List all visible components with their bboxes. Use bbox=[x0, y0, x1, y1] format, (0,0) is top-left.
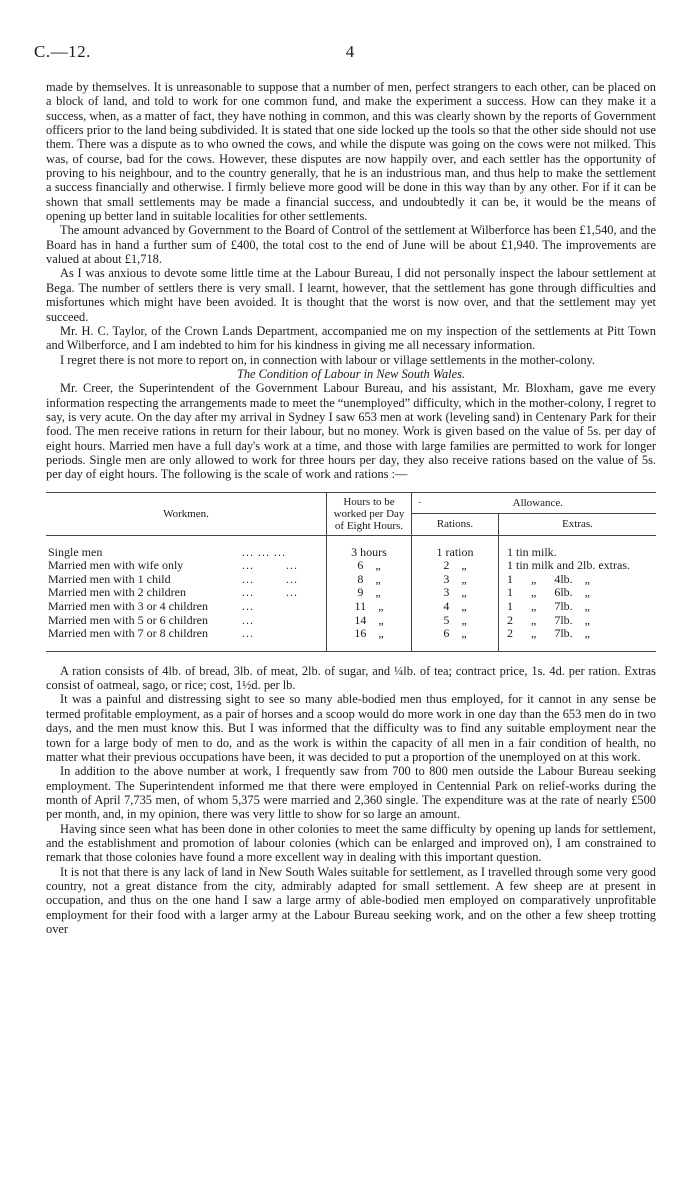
col-header-allowance bbox=[412, 492, 657, 514]
cell-workmen: Single men bbox=[48, 544, 103, 559]
paragraph: It is not that there is any lack of land in New South Wales suitable for settlement, as I travelled through some very good country, not a great distance from the city, admirably adapted for small settlement. A few sheep are at present in occupation, and thus on the one hand I saw a large army of able-bodied men employed on comparatively unprofitable employment for their food with a larger army at the Labour Bureau seeking work, and on the other a few sheep trotting over bbox=[46, 864, 656, 936]
section-heading: The Condition of Labour in New South Wales. bbox=[236, 366, 466, 381]
cell-leader-dots: ... bbox=[242, 612, 254, 627]
table-row bbox=[46, 627, 656, 641]
table-row bbox=[46, 600, 656, 614]
paragraph: It was a painful and distressing sight to see so many able-bodied men thus employed, for it cannot in any sense be termed profitable employment, as a pair of horses and a scoop would do more work in one day than the 653 men do in two days, and the men must know this. But I was informed that the difficulty was to find any suitable employment near the town for a large body of men to do, and as the work is within the capacity of all men in a fair condition of health, no matter what their previous occupations have been, it was decided to put a proportion of the unemployed on at this work. bbox=[46, 692, 656, 764]
paragraphs-bottom bbox=[46, 664, 656, 937]
cell-extras: 1 „ 7lb. „ bbox=[499, 600, 657, 614]
page-header bbox=[34, 42, 666, 64]
cell-extras: 2 „ 7lb. „ bbox=[499, 614, 657, 628]
table-row bbox=[46, 546, 656, 560]
cell-workmen: Married men with 3 or 4 children bbox=[48, 599, 208, 613]
cell-leader-dots: ... bbox=[242, 599, 254, 613]
cell-hours: 14 „ bbox=[327, 614, 412, 628]
cell-rations: 5 „ bbox=[412, 614, 499, 628]
cell-leader-dots: ... ... bbox=[242, 558, 298, 573]
cell-rations: 3 „ bbox=[412, 586, 499, 600]
cell-hours: 3 hours bbox=[327, 546, 412, 560]
cell-hours: 6 „ bbox=[327, 559, 412, 573]
document-body bbox=[46, 80, 656, 936]
cell-hours: 8 „ bbox=[327, 573, 412, 587]
table-row bbox=[46, 573, 656, 587]
col-header-hours: Hours to be worked per Day of Eight Hours. bbox=[327, 492, 412, 535]
cell-extras: 1 „ 4lb. „ bbox=[499, 573, 657, 587]
cell-rations: 6 „ bbox=[412, 627, 499, 641]
page-number: 4 bbox=[345, 42, 355, 61]
paragraphs-top bbox=[46, 80, 656, 367]
paragraph: A ration consists of 4lb. of bread, 3lb. of meat, 2lb. of sugar, and ¼lb. of tea; contract price, 1s. 4d. per ration. Extras consist of oatmeal, sago, or rice; cost, 1½d. per lb. bbox=[46, 663, 656, 693]
col-header-rations: Rations. bbox=[412, 514, 499, 536]
cell-extras: 1 tin milk. bbox=[499, 546, 657, 560]
col-header-workmen: Workmen. bbox=[46, 492, 327, 535]
paragraph: Having since seen what has been done in other colonies to meet the same difficulty by opening up lands for settlement, and the establishment and promotion of labour colonies (which can be enlarged and improved on), I am constrained to remark that those colonies have found a more excellent way in dealing with this important question. bbox=[46, 821, 656, 865]
paragraph: I regret there is not more to report on, in connection with labour or village settlements in the mother-colony. bbox=[60, 352, 596, 367]
cell-rations: 1 ration bbox=[412, 546, 499, 560]
paragraph: In addition to the above number at work, I frequently saw from 700 to 800 men outside the Labour Bureau seeking employment. The Superintendent informed me that there were employed in Centennial Park on relief-works during the month of April 7,735 men, of whom 5,375 were married and 2,360 single. The expenditure was at the rate of nearly £500 per month, and, in my opinion, there was very little to show for so large an amount. bbox=[46, 764, 656, 822]
cell-hours: 9 „ bbox=[327, 586, 412, 600]
cell-extras: 1 „ 6lb. „ bbox=[499, 586, 657, 600]
work-rations-table bbox=[46, 492, 656, 652]
paragraph: Mr. Creer, the Superintendent of the Government Labour Bureau, and his assistant, Mr. Bloxham, gave me every information respecting the arrangements made to meet the “unemployed” difficulty, which in the mother-colony, I regret to say, is very acute. On the day after my arrival in Sydney I saw 653 men at work (leveling sand) in Centenary Park for their food. The men receive rations in return for their labour, but no money. Work is given based on the value of 5s. per day of eight hours. Married men have a full day's work at a time, and those with large families are permitted to work for longer periods. Single men are only allowed to work for three hours per day, they also receive rations based on the value of 5s. per day of eight hours. The following is the scale of work and rations :— bbox=[46, 381, 656, 482]
cell-hours: 16 „ bbox=[327, 627, 412, 641]
document-reference: C.—12. bbox=[34, 42, 91, 61]
paragraph: The amount advanced by Government to the Board of Control of the settlement at Wilberforce has been £1,540, and the Board has in hand a further sum of £400, the total cost to the end of June will be about £1,940. The improvements are valued at about £1,718. bbox=[46, 223, 656, 267]
cell-workmen: Married men with 1 child bbox=[48, 571, 171, 586]
allowance-label: Allowance. bbox=[512, 496, 564, 509]
table-row bbox=[46, 559, 656, 573]
cell-extras: 2 „ 7lb. „ bbox=[499, 627, 657, 641]
cell-leader-dots: ... ... bbox=[242, 571, 298, 586]
cell-extras: 1 tin milk and 2lb. extras. bbox=[499, 559, 657, 573]
cell-rations: 3 „ bbox=[412, 573, 499, 587]
cell-workmen: Married men with 5 or 6 children bbox=[48, 612, 208, 627]
cell-leader-dots: ... bbox=[242, 626, 254, 641]
allowance-mark: · bbox=[418, 496, 422, 509]
col-header-extras: Extras. bbox=[499, 514, 657, 536]
cell-leader-dots: ... ... ... bbox=[242, 544, 286, 559]
paragraph: made by themselves. It is unreasonable to suppose that a number of men, perfect strangers to each other, can be placed on a block of land, and told to work for one common fund, and make the experiment a success. How can they make it a success, when, as a matter of fact, they have nothing in common, and this was clearly shown by the reports of Government officers prior to the land being subdivided. It is stated that one side locked up the tools so that the other side should not use them. There was a dispute as to who owned the cows, and while the dispute was going on the cows were not milked. This was, of course, bad for the cows. However, these disputes are now happily over, and each settler has the opportunity of proving to his neighbour, and to the country generally, that he is an industrious man, and thus help to make the settlement a success financially and otherwise. I firmly believe more good will be done in this way than by any other. For if it can be shown that small settlements may be made a financial success, and undoubtedly it can be, it would be the means of opening up better land in suitable localities for other settlements. bbox=[46, 80, 656, 224]
paragraph: Mr. H. C. Taylor, of the Crown Lands Department, accompanied me on my inspection of the settlements at Pitt Town and Wilberforce, and I am indebted to him for his kindness in giving me all necessary information. bbox=[46, 323, 656, 353]
table-row bbox=[46, 614, 656, 628]
table-row bbox=[46, 586, 656, 600]
cell-rations: 4 „ bbox=[412, 600, 499, 614]
cell-hours: 11 „ bbox=[327, 600, 412, 614]
cell-workmen: Married men with 2 children bbox=[48, 585, 186, 600]
paragraphs-mid bbox=[46, 381, 656, 481]
cell-rations: 2 „ bbox=[412, 559, 499, 573]
cell-leader-dots: ... ... bbox=[242, 585, 298, 600]
paragraph: As I was anxious to devote some little time at the Labour Bureau, I did not personally inspect the labour settlement at Bega. The number of settlers there is very small. I learnt, however, that the settlement has gone through difficulties and misfortunes which might have been avoided. It is thought that the worst is now over, and that the settlement may yet succeed. bbox=[46, 266, 656, 324]
cell-workmen: Married men with wife only bbox=[48, 558, 184, 573]
cell-workmen: Married men with 7 or 8 children bbox=[48, 626, 208, 641]
